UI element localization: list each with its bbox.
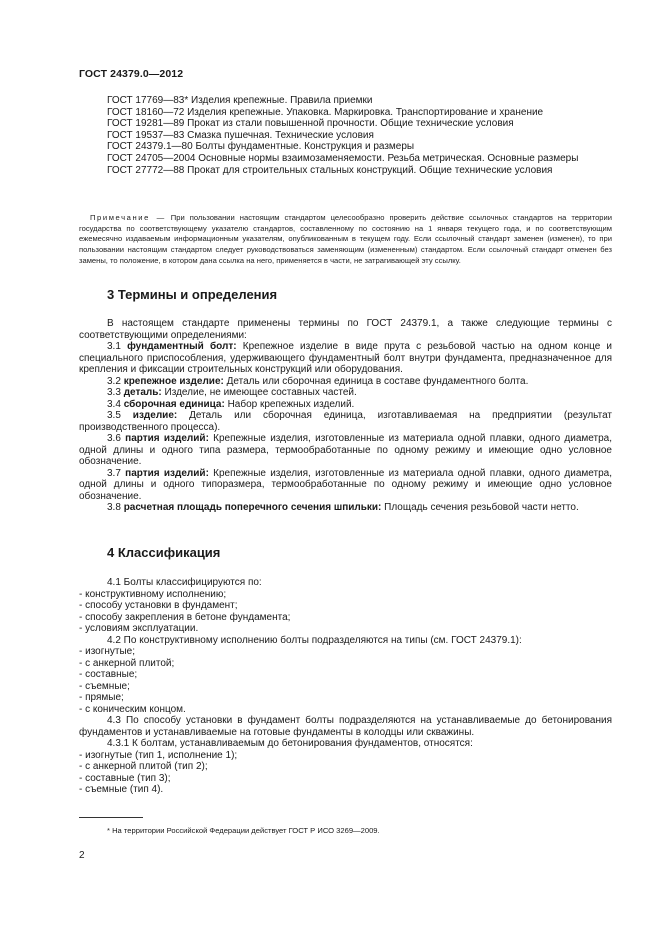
section-3-heading: 3 Термины и определения [107,287,278,302]
note-label: Примечание — [90,213,166,222]
list-4-3-1 [79,750,612,796]
normative-references [79,95,612,176]
term-text: Крепежное изделие в виде прута с резьбовой частью на одном конце и специального приспособления, удерживающего фундаментный болт внутри фундамента, предназначенное для крепления и фиксации строительных конструкций или оборудования. [79,341,613,375]
reference-item: ГОСТ 24705—2004 Основные нормы взаимозаменяемости. Резьба метрическая. Основные размеры [107,152,579,164]
list-item: - съемные; [79,680,130,692]
term-number: 3.7 [107,467,126,479]
list-item: - прямые; [79,692,124,703]
term-text: Площадь сечения резьбовой части нетто. [381,502,579,513]
term-definition [79,376,612,388]
list-item: - с коническим концом. [79,703,186,715]
term-number: 3.6 [107,433,126,444]
term-number: 3.1 [107,341,128,352]
footnote-divider [79,817,143,818]
term-definition [79,387,612,399]
note-text: При пользовании настоящим стандартом целесообразно проверить действие ссылочных стандартов на территории государства по соответствующему указателю стандартов, составленному по состоянию на 1 января текущего года, и по соответствующим ежемесячно издаваемым информационным указателям, опубликованным в текущем году. Если ссылочный стандарт заменен (изменен), то при пользовании настоящим стандартом следует руководствоваться заменяющим (измененным) стандартом. Если ссылочный стандарт отменен без замены, то положение, в котором дана ссылка на него, применяется в части, не затрагивающей эту ссылку. [79,213,612,265]
section-3-intro: В настоящем стандарте применены термины по ГОСТ 24379.1, а также следующие термины с соответствующими определениями: [79,318,612,341]
term-name: фундаментный болт: [127,341,237,352]
term-number: 3.2 [107,375,124,387]
term-text: Деталь или сборочная единица, изготавливаемая на предприятии (результат производственного процесса). [79,410,612,433]
term-text: Крепежные изделия, изготовленные из материала одной плавки, одного диаметра, одной длины и одного типоразмера, термообработанные по одному режиму и имеющие одно условное обозначение. [79,467,612,502]
clause-4-1: 4.1 Болты классифицируются по: [107,577,262,588]
reference-item: ГОСТ 24379.1—80 Болты фундаментные. Конструкция и размеры [107,141,415,153]
terms-list [79,341,612,514]
reference-item: ГОСТ 19281—89 Прокат из стали повышенной прочности. Общие технические условия [107,118,514,130]
reference-item: ГОСТ 18160—72 Изделия крепежные. Упаковка. Маркировка. Транспортирование и хранение [107,106,544,118]
term-name: деталь: [123,387,162,398]
term-number: 3.4 [107,398,124,410]
list-item: - изогнутые; [79,646,136,657]
reference-item: ГОСТ 19537—83 Смазка пушечная. Технические условия [107,129,374,141]
list-item: - съемные (тип 4). [79,784,164,795]
clause-4-2: 4.2 По конструктивному исполнению болты подразделяются на типы (см. ГОСТ 24379.1): [107,634,522,646]
term-name: партия изделий: [125,433,209,444]
list-item: - с анкерной плитой (тип 2); [79,761,208,772]
term-definition [79,468,612,503]
list-4-1 [79,589,612,635]
term-number: 3.3 [107,387,124,398]
clause-4-3-1: 4.3.1 К болтам, устанавливаемым до бетонирования фундаментов, относятся: [107,738,473,749]
list-item: - конструктивному исполнению; [79,588,227,600]
term-text: Набор крепежных изделий. [224,398,355,410]
list-4-2 [79,646,612,715]
clause-4-3: 4.3 По способу установки в фундамент болты подразделяются на устанавливаемые до бетонирования фундаментов и устанавливаемые на готовые фундаменты в колодцы или скважины. [79,715,612,738]
list-item: - способу установки в фундамент; [79,600,238,611]
term-name: партия изделий: [125,467,209,479]
term-definition [79,502,612,514]
term-name: сборочная единица: [123,398,225,410]
list-item: - изогнутые (тип 1, исполнение 1); [79,749,238,761]
list-item: - условиям эксплуатации. [79,623,199,634]
list-item: - способу закрепления в бетоне фундамента; [79,611,291,623]
list-item: - с анкерной плитой; [79,657,175,669]
section-4-heading: 4 Классификация [107,545,221,560]
reference-item: ГОСТ 27772—88 Прокат для строительных стальных конструкций. Общие технические условия [107,164,553,176]
term-number: 3.5 [107,410,133,421]
term-name: расчетная площадь поперечного сечения шпильки: [123,502,382,513]
term-name: крепежное изделие: [123,375,224,387]
term-definition [79,341,612,376]
footnote: * На территории Российской Федерации действует ГОСТ Р ИСО 3269—2009. [107,826,380,835]
term-text: Изделие, не имеющее составных частей. [161,387,357,398]
term-definition [79,399,612,411]
term-definition [79,410,612,433]
page-number: 2 [79,850,85,861]
section-3-body [79,318,612,514]
term-number: 3.8 [107,502,124,513]
term-text: Деталь или сборочная единица в составе фундаментного болта. [223,375,529,387]
list-item: - составные; [79,669,138,680]
term-name: изделие: [132,410,178,421]
section-4-body [79,577,612,796]
list-item: - составные (тип 3); [79,772,171,784]
document-header: ГОСТ 24379.0—2012 [79,68,184,80]
term-text: Крепежные изделия, изготовленные из материала одной плавки, одного диаметра, одной длины и одного типа размера, термообработанные по одному режиму и имеющие одно условное обозначение. [79,433,612,467]
term-definition [79,433,612,468]
note-paragraph [79,213,612,267]
reference-item: ГОСТ 17769—83* Изделия крепежные. Правила приемки [107,95,373,106]
